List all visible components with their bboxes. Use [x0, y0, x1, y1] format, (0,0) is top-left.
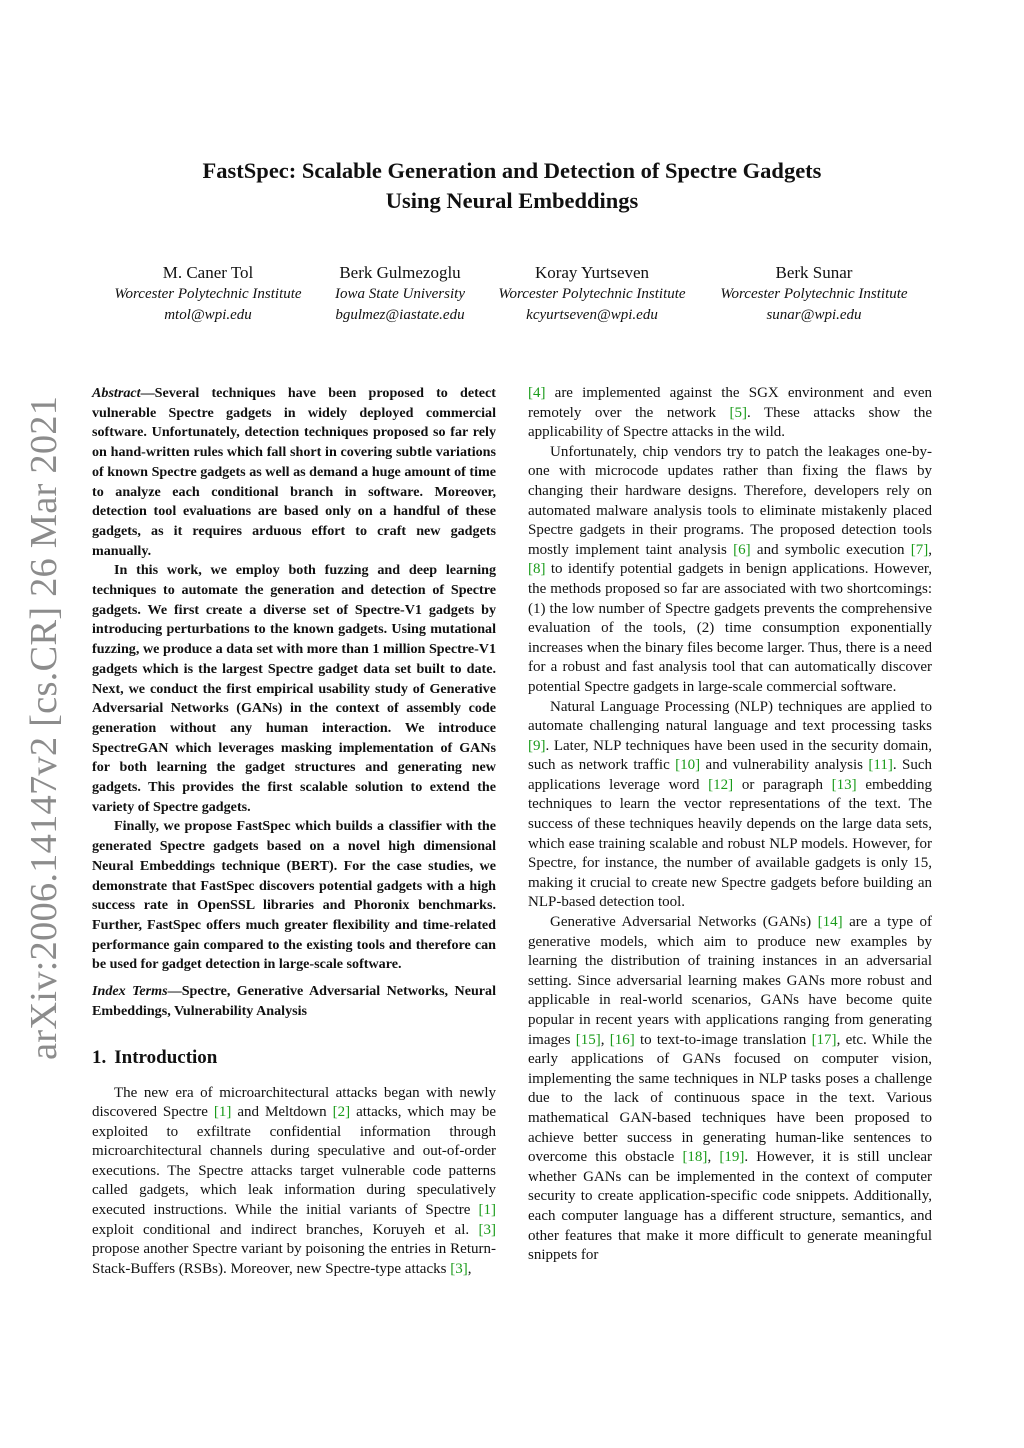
title-line-2: Using Neural Embeddings — [385, 188, 639, 213]
citation-link[interactable]: [1] — [213, 1104, 232, 1121]
citation-link[interactable]: [4] — [528, 385, 546, 401]
citation-link[interactable]: [19] — [719, 1149, 745, 1166]
author-email: sunar@wpi.edu — [766, 307, 862, 323]
citation-link[interactable]: [10] — [675, 757, 701, 774]
citation-link[interactable]: [14] — [817, 914, 843, 931]
citation-link[interactable]: [3] — [478, 1221, 496, 1238]
abstract — [92, 384, 496, 975]
author-email: kcyurtseven@wpi.edu — [526, 307, 658, 323]
intro-paragraph-4: Generative Adversarial Networks (GANs) [14] are a type of generative models, which aim to produce new examples by learning the distribution of training instances in an adversarial setting. Since adversarial learning makes GANs more robust and applicable in real-world scenarios, GANs have become quite popular in recent years with applications ranging from generating images [15], [16] to text-to-image translation [17], etc. While the early applications of GANs focused on computer vision, implementing the same techniques in NLP tasks poses a challenge due to the lack of continuous space in the text. Various mathematical GAN-based techniques have been proposed to achieve better success in generating human-like sentences to overcome this obstacle [18], [19]. However, it is still unclear whether GANs can be implemented in the context of computer security to create application-specific code snippets. Additionally, each computer language has a different structure, semantics, and other features that make it more difficult to generate meaningful snippets for — [528, 914, 933, 1264]
abstract-paragraph-1: Abstract—Several techniques have been proposed to detect vulnerable Spectre gadgets in widely deployed commercial software. Unfortunately, detection techniques proposed so far rely on hand-written rules which fall short in covering subtle variations of known Spectre gadgets as well as demand a huge amount of time to analyze each conditional branch in software. Moreover, detection tool evaluations are based only on a handful of these gadgets, as it requires arduous effort to craft new gadgets manually. — [92, 385, 496, 559]
author-affiliation: Worcester Polytechnic Institute — [720, 286, 908, 302]
citation-link[interactable]: [9] — [528, 737, 546, 754]
paper-title — [0, 156, 1024, 216]
citation-link[interactable]: [2] — [332, 1104, 351, 1121]
citation-link[interactable]: [11] — [868, 757, 893, 774]
abstract-label: Abstract — [92, 385, 141, 401]
author-name: Berk Sunar — [775, 263, 853, 282]
citation-link[interactable]: [13] — [831, 776, 857, 793]
abstract-paragraph-2: In this work, we employ both fuzzing and deep learning techniques to automate the generation and detection of Spectre gadgets. We first create a diverse set of Spectre-V1 gadgets by introducing perturbations to the known gadgets. Using mutational fuzzing, we produce a data set with more than 1 million Spectre-V1 gadgets which is the largest Spectre gadget data set built to date. Next, we conduct the first empirical usability study of Generative Adversarial Networks (GANs) in the context of assembly code generation without any human interaction. We introduce SpectreGAN which leverages masking implementation of GANs for both learning the gadget structures and generating new gadgets. This provides the first scalable solution to extend the variety of Spectre gadgets. — [92, 562, 496, 815]
citation-link[interactable]: [7] — [910, 541, 929, 558]
section-heading-introduction: 1. Introduction — [92, 1046, 218, 1068]
author-affiliation: Iowa State University — [335, 286, 465, 302]
citation-link[interactable]: [6] — [733, 541, 751, 558]
intro-paragraph-3: Natural Language Processing (NLP) techniques are applied to automate challenging natural language and text processing tasks [9]. Later, NLP techniques have been used in the security domain, such as network traffic [10] and vulnerability analysis [11]. Such applications leverage word [12] or paragraph [13] embedding techniques to learn the vector representations of the text. The success of these techniques heavily depends on the large data sets, which ease training scalable and robust NLP models. However, for Spectre, for instance, the number of available gadgets is only 15, making it crucial to create new Spectre gadgets before building an NLP-based detection tool. — [528, 698, 933, 911]
author-3 — [476, 262, 708, 326]
abstract-paragraph-3: Finally, we propose FastSpec which builds a classifier with the generated Spectre gadgets based on a novel high dimensional Neural Embeddings technique (BERT). For the case studies, we demonstrate that FastSpec discovers potential gadgets with a high success rate in OpenSSL libraries and Phoronix benchmarks. Further, FastSpec offers much greater flexibility and time-related performance gain compared to the existing tools and therefore can be used for gadget detection in large-scale software. — [92, 818, 496, 973]
citation-link[interactable]: [3] — [450, 1260, 468, 1277]
citation-link[interactable]: [12] — [708, 776, 734, 793]
intro-paragraph-1: The new era of microarchitectural attacks began with newly discovered Spectre [1] and Meltdown [2] attacks, which may be exploited to exfiltrate confidential information through microarchitectural channels during speculative and out-of-order executions. The Spectre attacks target vulnerable code patterns called gadgets, which leak information during speculatively executed instructions. While the initial variants of Spectre [1] exploit conditional and indirect branches, Koruyeh et al. [3] propose another Spectre variant by poisoning the entries in Return-Stack-Buffers (RSBs). Moreover, new Spectre-type attacks [3], — [92, 1084, 496, 1277]
intro-paragraph-1-continued: [4] are implemented against the SGX environment and even remotely over the network [5]. These attacks show the applicability of Spectre attacks in the wild. — [528, 385, 932, 441]
author-name: Berk Gulmezoglu — [339, 263, 461, 282]
citation-link[interactable]: [16] — [609, 1031, 635, 1048]
author-4 — [698, 262, 930, 326]
author-name: Koray Yurtseven — [534, 263, 650, 282]
citation-link[interactable]: [17] — [811, 1031, 837, 1048]
author-email: bgulmez@iastate.edu — [335, 307, 465, 323]
citation-link[interactable]: [8] — [528, 561, 546, 578]
arxiv-identifier: arXiv:2006.14147v2 [cs.CR] 26 Mar 2021 — [23, 395, 65, 1060]
author-email: mtol@wpi.edu — [164, 307, 252, 323]
author-affiliation: Worcester Polytechnic Institute — [498, 286, 686, 302]
citation-link[interactable]: [1] — [478, 1202, 496, 1219]
author-1 — [92, 262, 324, 326]
index-terms: Index Terms—Spectre, Generative Adversarial Networks, Neural Embeddings, Vulnerability Analysis — [92, 983, 497, 1019]
author-name: M. Caner Tol — [162, 263, 254, 282]
citation-link[interactable]: [18] — [682, 1149, 708, 1166]
intro-paragraph-2: Unfortunately, chip vendors try to patch the leakages one-by-one with microcode updates rather than fixing the flaws by changing their hardware designs. Therefore, developers rely on automated malware analysis tools to eliminate mistakenly placed Spectre gadgets in their programs. The proposed detection tools mostly implement taint analysis [6] and symbolic execution [7], [8] to identify potential gadgets in benign applications. However, the methods proposed so far are associated with two shortcomings: (1) the low number of Spectre gadgets prevents the comprehensive evaluation of the tools, (2) time consumption exponentially increases when the binary files become larger. Thus, there is a need for a robust and fast analysis tool that can automatically discover potential Spectre gadgets in large-scale commercial software. — [528, 443, 933, 695]
author-affiliation: Worcester Polytechnic Institute — [114, 286, 302, 302]
right-column — [528, 384, 932, 1266]
title-line-1: FastSpec: Scalable Generation and Detection of Spectre Gadgets — [202, 158, 822, 183]
left-column — [92, 384, 496, 1279]
citation-link[interactable]: [5] — [729, 404, 747, 421]
index-terms-label: Index Terms — [92, 983, 168, 1000]
author-2 — [314, 262, 486, 326]
citation-link[interactable]: [15] — [575, 1031, 601, 1048]
